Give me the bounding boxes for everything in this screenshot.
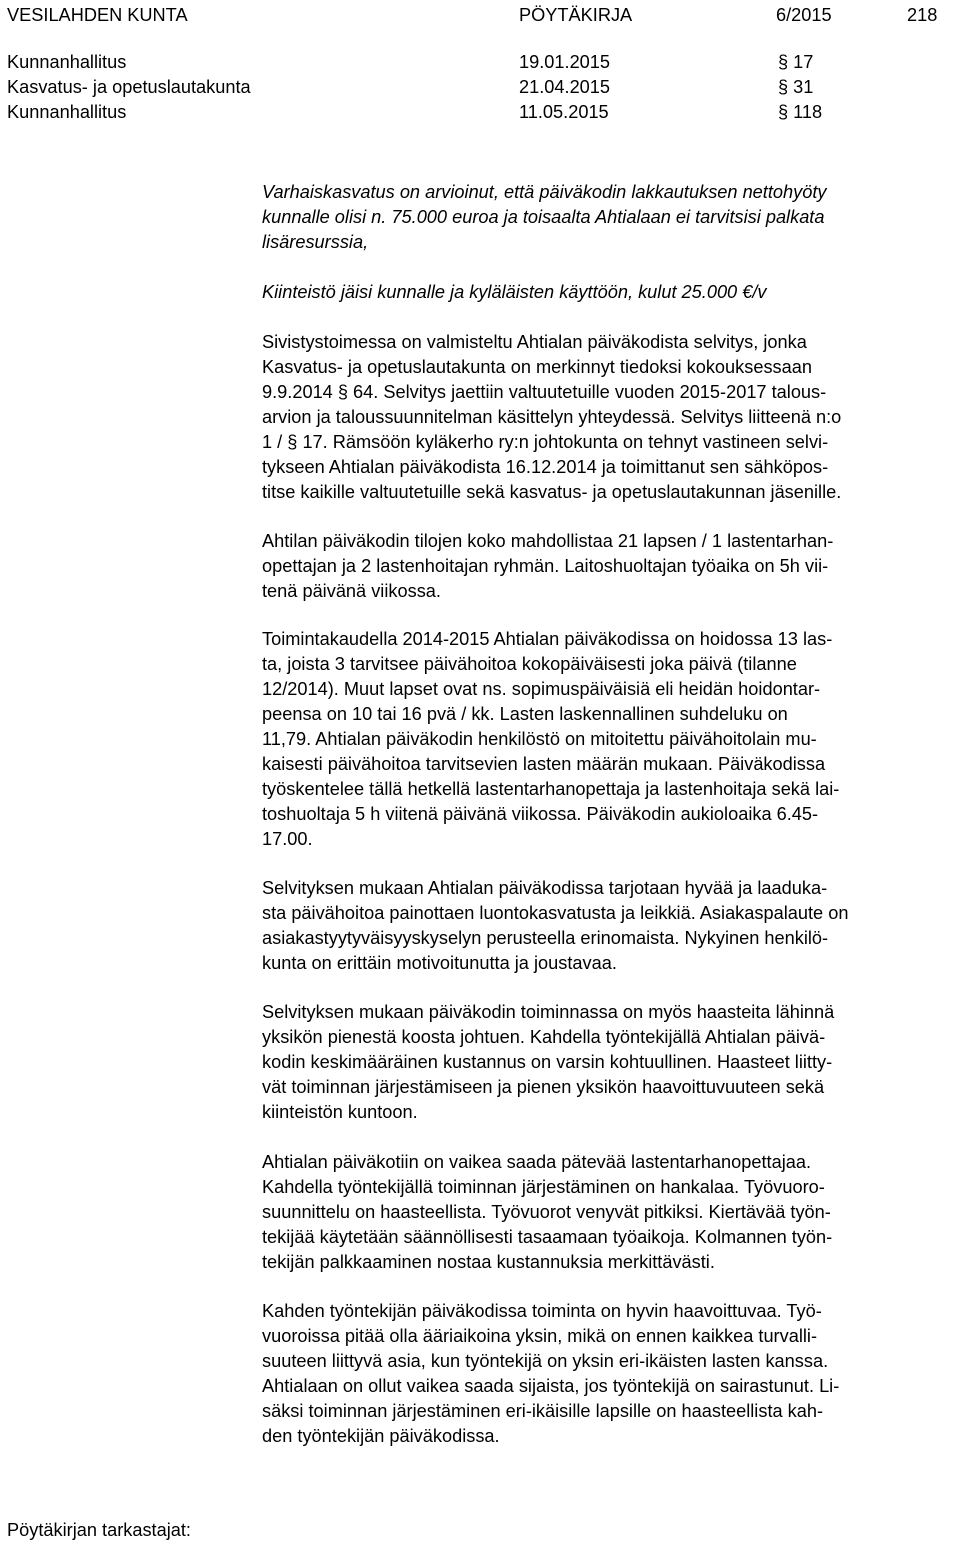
meeting-body: Kunnanhallitus [7,52,127,72]
italic-note [262,180,960,255]
paragraph [262,529,960,604]
meeting-date: 11.05.2015 [519,102,609,122]
text-line: 17.00. [262,829,313,849]
footer-inspectors-label: Pöytäkirjan tarkastajat: [7,1520,191,1540]
text-line: den työntekijän päiväkodissa. [262,1426,500,1446]
paragraph [262,1299,960,1449]
text-line: sta päivähoitoa painottaen luontokasvatusta ja leikkiä. Asiakaspalaute on [262,903,849,923]
text-line: opettajan ja 2 lastenhoitajan ryhmän. Laitoshuoltajan työaika on 5h vii- [262,556,829,576]
text-line: lisäresurssia, [262,232,369,252]
text-line: Varhaiskasvatus on arvioinut, että päiväkodin lakkautuksen nettohyöty [262,182,827,202]
meeting-section: § 31 [778,77,814,97]
text-line: Ahtilan päiväkodin tilojen koko mahdollistaa 21 lapsen / 1 lastentarhan- [262,531,834,551]
text-line: suuteen liittyvä asia, kun työntekijä on yksin eri-ikäisten lasten kanssa. [262,1351,829,1371]
text-line: Toimintakaudella 2014-2015 Ahtialan päiväkodissa on hoidossa 13 las- [262,629,833,649]
text-line: tenä päivänä viikossa. [262,581,441,601]
municipality-name: VESILAHDEN KUNTA [7,5,188,25]
text-line: säksi toiminnan järjestäminen eri-ikäisille lapsille on haasteellista kah- [262,1401,824,1421]
text-line: vät toiminnan järjestämiseen ja pienen yksikön haavoittuvuuteen sekä [262,1077,825,1097]
document-number: 6/2015 [776,5,832,25]
text-line: asiakastyytyväisyyskyselyn perusteella erinomaista. Nykyinen henkilö- [262,928,829,948]
text-line: Kahdella työntekijällä toiminnan järjestäminen on hankalaa. Työvuoro- [262,1177,825,1197]
text-line: arvion ja taloussuunnitelman käsittelyn yhteydessä. Selvitys liitteenä n:o [262,407,842,427]
text-line: Selvityksen mukaan Ahtialan päiväkodissa tarjotaan hyvää ja laaduka- [262,878,828,898]
text-line: 11,79. Ahtialan päiväkodin henkilöstö on mitoitettu päivähoitolain mu- [262,729,817,749]
meeting-body: Kasvatus- ja opetuslautakunta [7,77,251,97]
text-line: Sivistystoimessa on valmisteltu Ahtialan päiväkodista selvitys, jonka [262,332,807,352]
meeting-date: 19.01.2015 [519,52,611,72]
meeting-body: Kunnanhallitus [7,102,127,122]
paragraph [262,1000,960,1125]
text-line: peensa on 10 tai 16 pvä / kk. Lasten laskennallinen suhdeluku on [262,704,788,724]
meeting-section: § 118 [778,102,823,122]
paragraph [262,330,960,505]
paragraph [262,1150,960,1275]
text-line: 12/2014). Muut lapset ovat ns. sopimuspäiväisiä eli heidän hoidontar- [262,679,821,699]
text-line: suunnittelu on haasteellista. Työvuorot venyvät pitkiksi. Kiertävää työn- [262,1202,831,1222]
text-line: Kahden työntekijän päiväkodissa toiminta on hyvin haavoittuvaa. Työ- [262,1301,822,1321]
text-line: tykseen Ahtialan päiväkodista 16.12.2014 ja toimittanut sen sähköpos- [262,457,829,477]
text-line: kunta on erittäin motivoitunutta ja joustavaa. [262,953,617,973]
text-line: ta, joista 3 tarvitsee päivähoitoa kokopäiväisesti joka päivä (tilanne [262,654,797,674]
text-line: Kiinteistö jäisi kunnalle ja kyläläisten käyttöön, kulut 25.000 €/v [262,282,767,302]
paragraph [262,876,960,976]
document-type: PÖYTÄKIRJA [519,5,633,25]
text-line: tekijää käytetään säännöllisesti tasaamaan työaikoja. Kolmannen työn- [262,1227,833,1247]
text-line: titse kaikille valtuutetuille sekä kasvatus- ja opetuslautakunnan jäsenille. [262,482,842,502]
text-line: 1 / § 17. Rämsöön kyläkerho ry:n johtokunta on tehnyt vastineen selvi- [262,432,829,452]
text-line: Selvityksen mukaan päiväkodin toiminnassa on myös haasteita lähinnä [262,1002,835,1022]
italic-note-property [262,280,960,305]
text-line: kunnalle olisi n. 75.000 euroa ja toisaalta Ahtialaan ei tarvitsisi palkata [262,207,825,227]
page-number: 218 [907,5,938,25]
meeting-section: § 17 [778,52,814,72]
text-line: Ahtialaan on ollut vaikea saada sijaista, jos työntekijä on sairastunut. Li- [262,1376,840,1396]
meeting-date: 21.04.2015 [519,77,611,97]
text-line: 9.9.2014 § 64. Selvitys jaettiin valtuutetuille vuoden 2015-2017 talous- [262,382,827,402]
text-line: Ahtialan päiväkotiin on vaikea saada pätevää lastentarhanopettajaa. [262,1152,812,1172]
text-line: toshuoltaja 5 h viitenä päivänä viikossa. Päiväkodin aukioloaika 6.45- [262,804,819,824]
text-line: työskentelee tällä hetkellä lastentarhanopettaja ja lastenhoitaja sekä lai- [262,779,840,799]
text-line: kiinteistön kuntoon. [262,1102,418,1122]
text-line: tekijän palkkaaminen nostaa kustannuksia merkittävästi. [262,1252,715,1272]
text-line: kaisesti päivähoitoa tarvitsevien lasten määrän mukaan. Päiväkodissa [262,754,826,774]
text-line: vuoroissa pitää olla ääriaikoina yksin, mikä on ennen kaikkea turvalli- [262,1326,818,1346]
text-line: yksikön pienestä koosta johtuen. Kahdella työntekijällä Ahtialan päivä- [262,1027,826,1047]
paragraph [262,627,960,852]
text-line: Kasvatus- ja opetuslautakunta on merkinnyt tiedoksi kokouksessaan [262,357,812,377]
text-line: kodin keskimääräinen kustannus on varsin kohtuullinen. Haasteet liitty- [262,1052,833,1072]
